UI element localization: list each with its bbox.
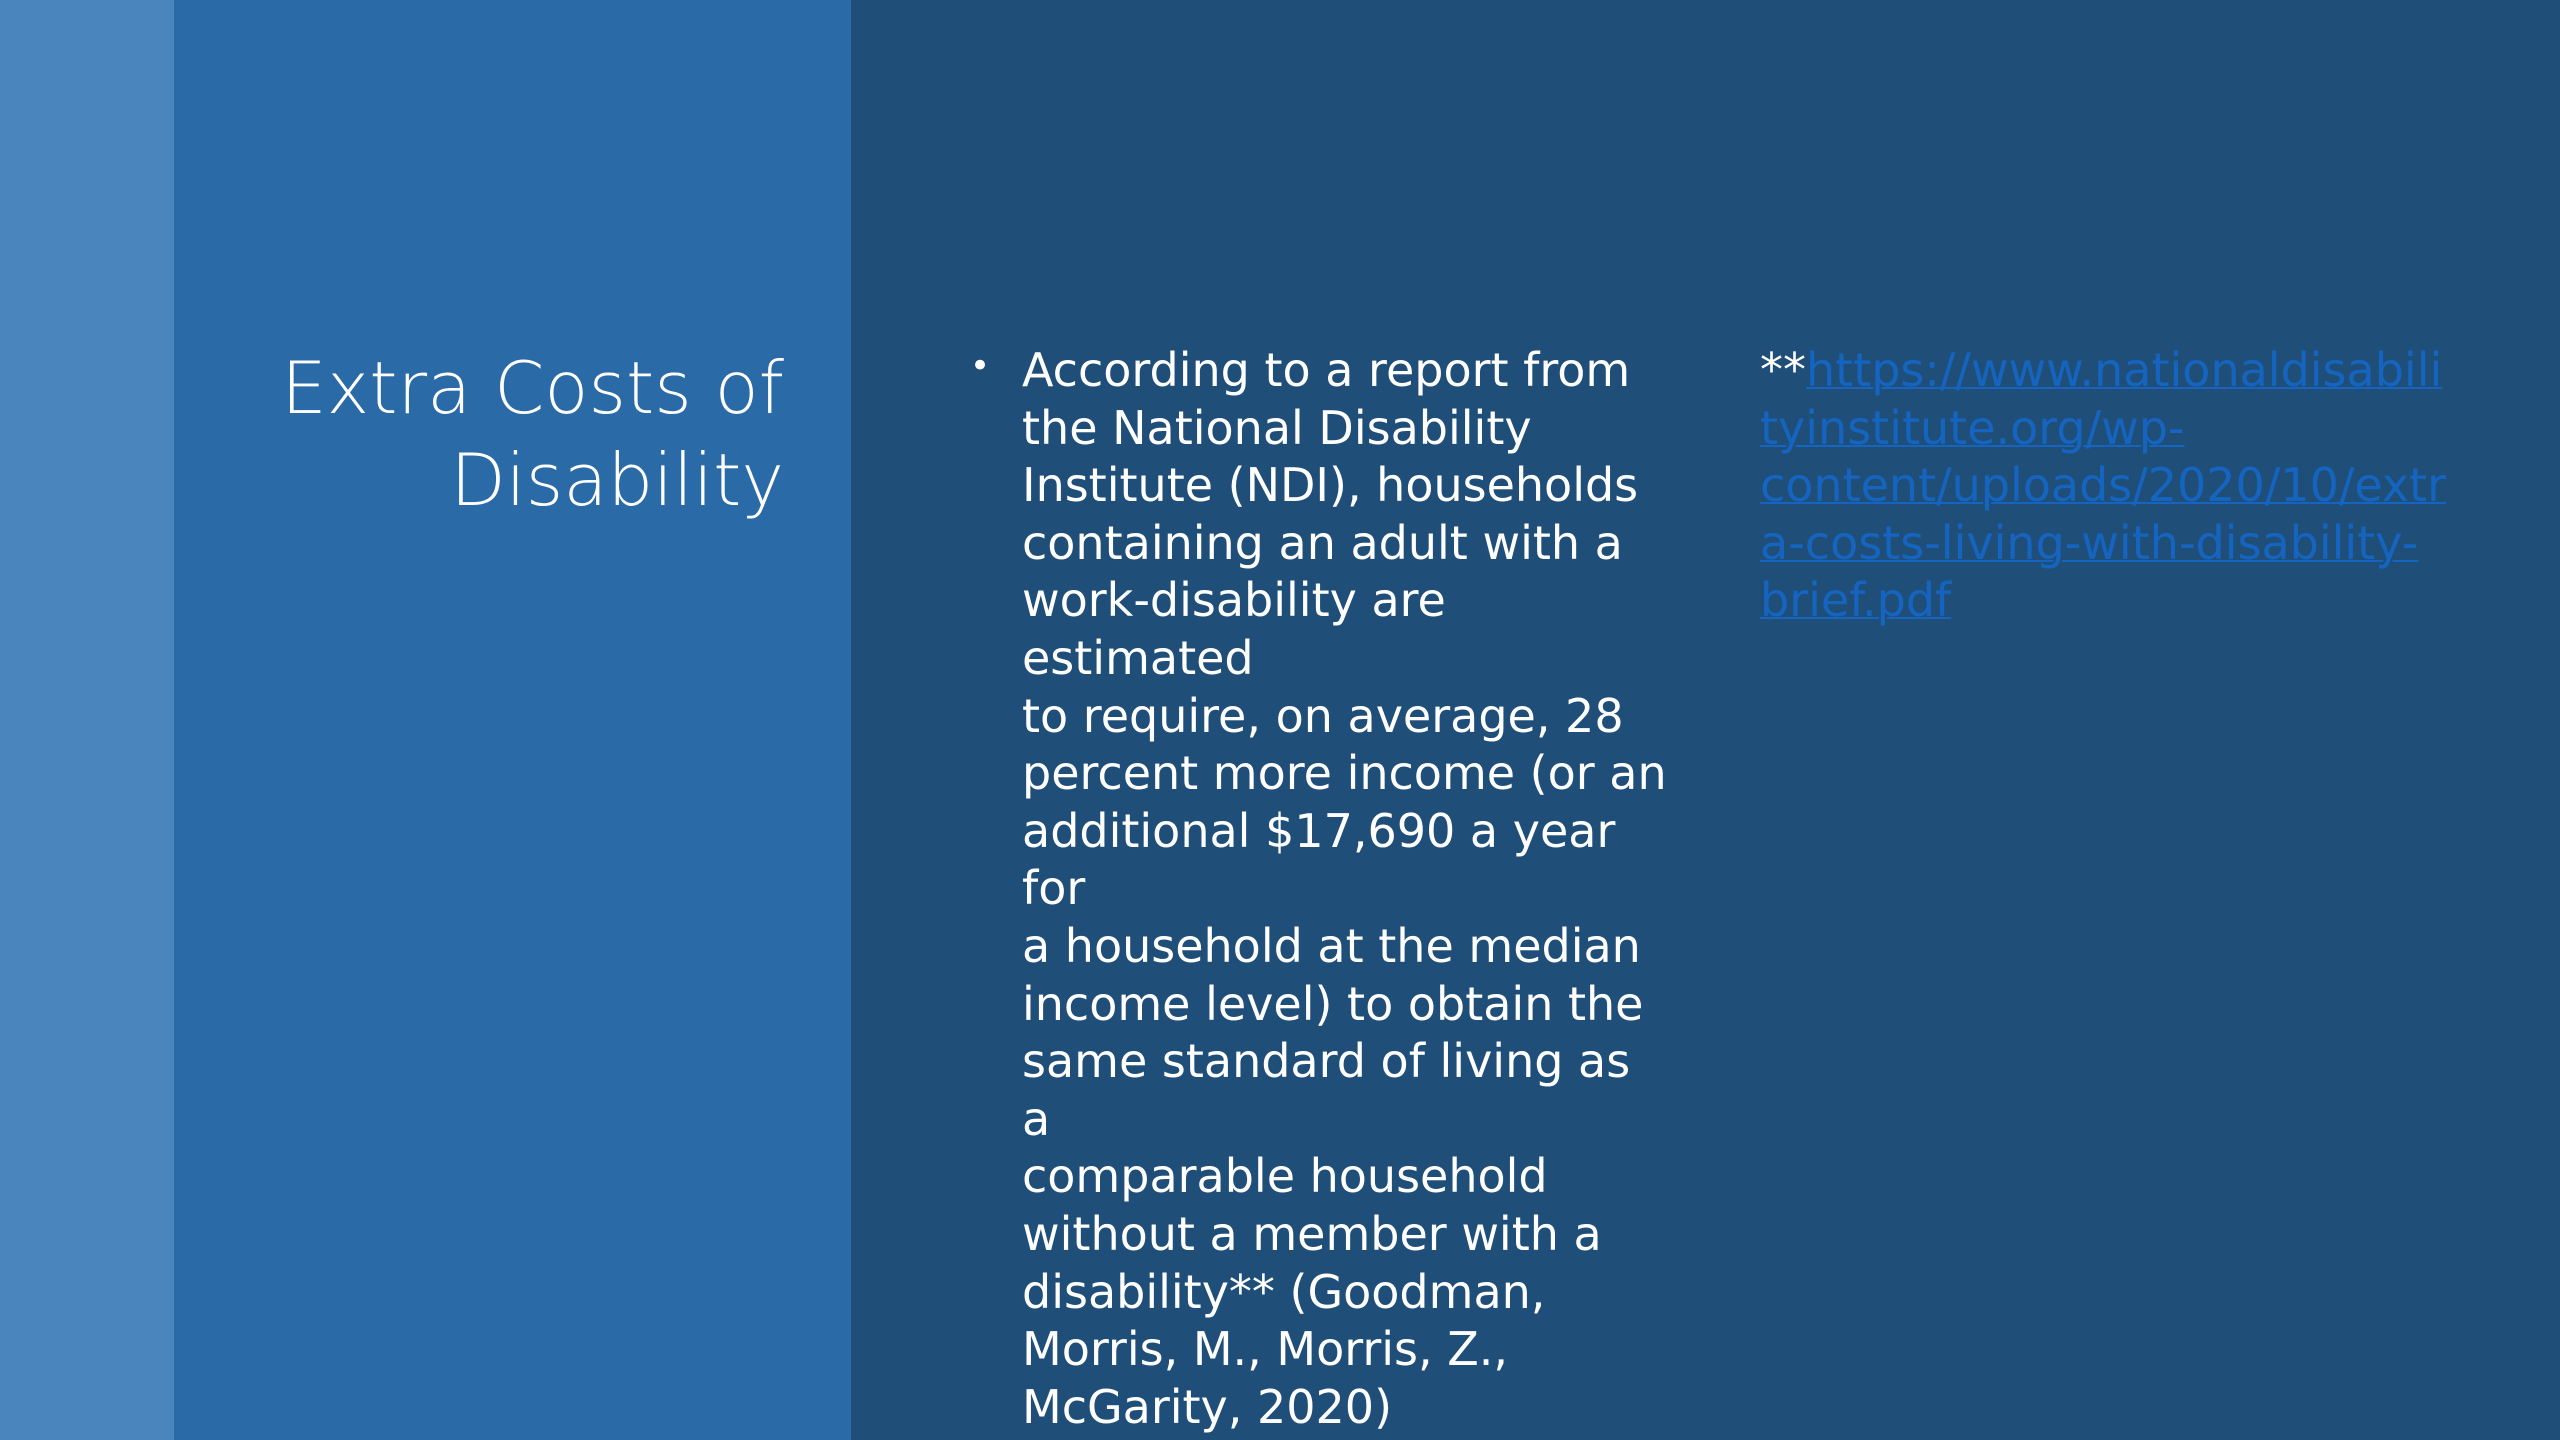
bullet-list <box>970 342 1670 1436</box>
reference-prefix: ** <box>1760 343 1806 397</box>
reference-text <box>1760 342 2470 630</box>
title-panel <box>174 0 851 1440</box>
slide-title: Extra Costs of Disability <box>281 346 784 522</box>
bullet-icon: • <box>970 346 991 386</box>
bullet-text: According to a report from the National Disability Institute (NDI), households containing an adult with a work-disability are estimated to require, on average, 28 percent more income (or an additional $17,690 a year for a household at the median income level) to obtain the same standard of living as a comparable household without a member with a disability** (Goodman, Morris, M., Morris, Z., McGarity, 2020) <box>1022 343 1667 1434</box>
left-accent-stripe <box>0 0 174 1440</box>
reference-link[interactable]: https://www.nationaldisabili tyinstitute.org/wp- content/uploads/2020/10/extr a-costs-living-with-disability- brief.pdf <box>1760 343 2447 628</box>
